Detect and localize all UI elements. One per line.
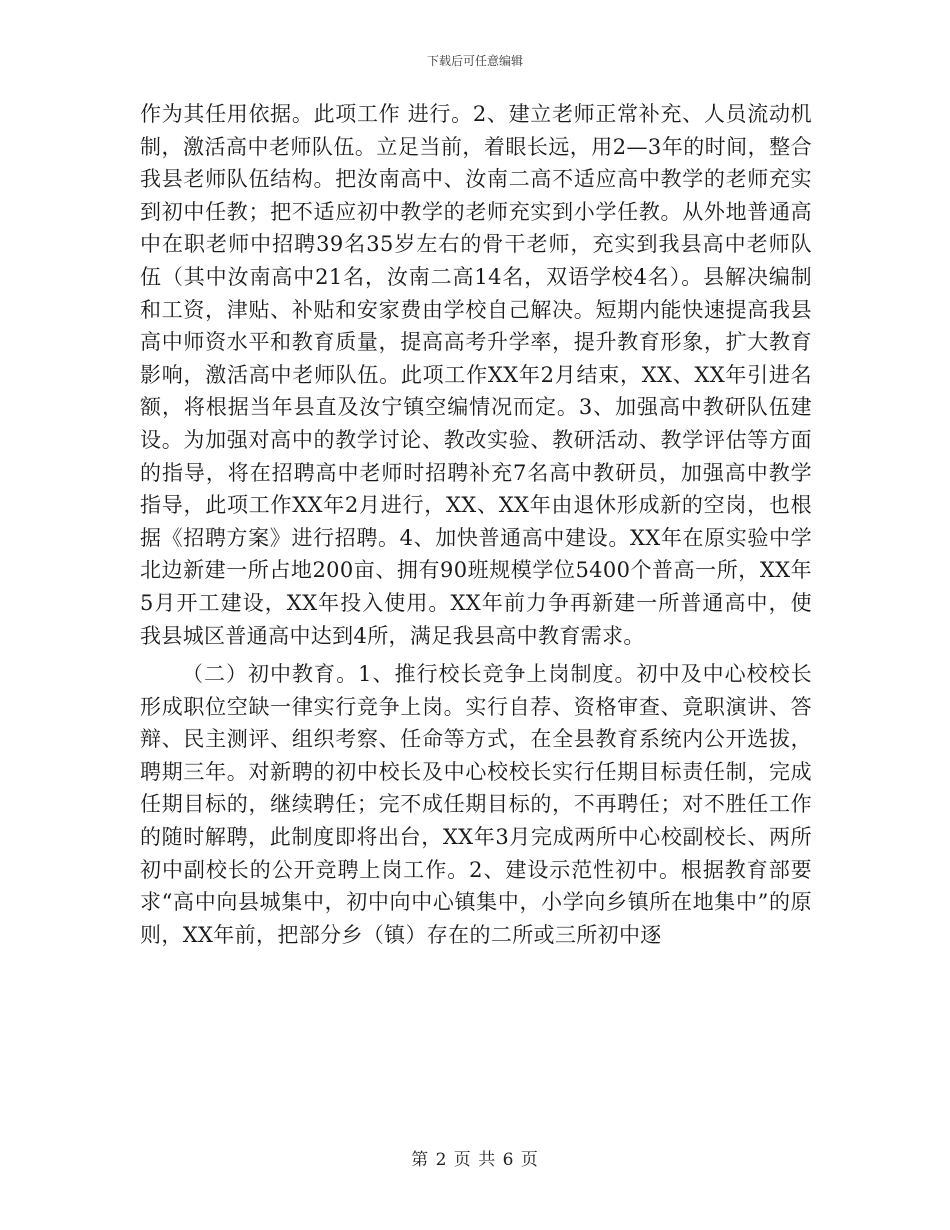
paragraph-junior-high: （二）初中教育。1、推行校长竞争上岗制度。初中及中心校校长形成职位空缺一律实行竞争上岗。实行自荐、资格审查、竟职演讲、答辩、民主测评、组织考察、任命等方式，在全县教育系统内公开选拔，聘期三年。对新聘的初中校长及中心校校长实行任期目标责任制，完成任期目标的，继续聘任；完不成任期目标的，不再聘任；对不胜任工作的随时解聘，此制度即将出台，XX年3月完成两所中心校副校长、两所初中副校长的公开竞聘上岗工作。2、建设示范性初中。根据教育部要求“高中向县城集中，初中向中心镇集中，小学向乡镇所在地集中”的原则，XX年前，把部分乡（镇）存在的二所或三所初中逐	[140, 662, 812, 947]
paragraph-high-school: 作为其任用依据。此项工作 进行。2、建立老师正常补充、人员流动机制，激活高中老师队伍。立足当前，着眼长远，用2—3年的时间，整合我县老师队伍结构。把汝南高中、汝南二高不适应高中教学的老师充实到初中任教；把不适应初中教学的老师充实到小学任教。从外地普通高中在职老师中招聘39名35岁左右的骨干老师，充实到我县高中老师队伍（其中汝南高中21名，汝南二高14名，双语学校4名）。县解决编制和工资，津贴、补贴和安家费由学校自己解决。短期内能快速提高我县高中师资水平和教育质量，提高高考升学率，提升教育形象，扩大教育影响，激活高中老师队伍。此项工作XX年2月结束，XX、XX年引进名额，将根据当年县直及汝宁镇空编情况而定。3、加强高中教研队伍建设。为加强对高中的教学讨论、教改实验、教研活动、教学评估等方面的指导，将在招聘高中老师时招聘补充7名高中教研员，加强高中教学指导，此项工作XX年2月进行，XX、XX年由退休形成新的空岗，也根据《招聘方案》进行招聘。4、加快普通高中建设。XX年在原实验中学北边新建一所占地200亩、拥有90班规模学位5400个普高一所，XX年5月开工建设，XX年投入使用。XX年前力争再新建一所普通高中，使我县城区普通高中达到4所，满足我县高中教育需求。	[140, 102, 812, 648]
page-number-footer: 第 2 页 共 6 页	[411, 1150, 539, 1170]
document-body	[140, 98, 812, 951]
page-header-note: 下载后可任意编辑	[426, 54, 523, 68]
